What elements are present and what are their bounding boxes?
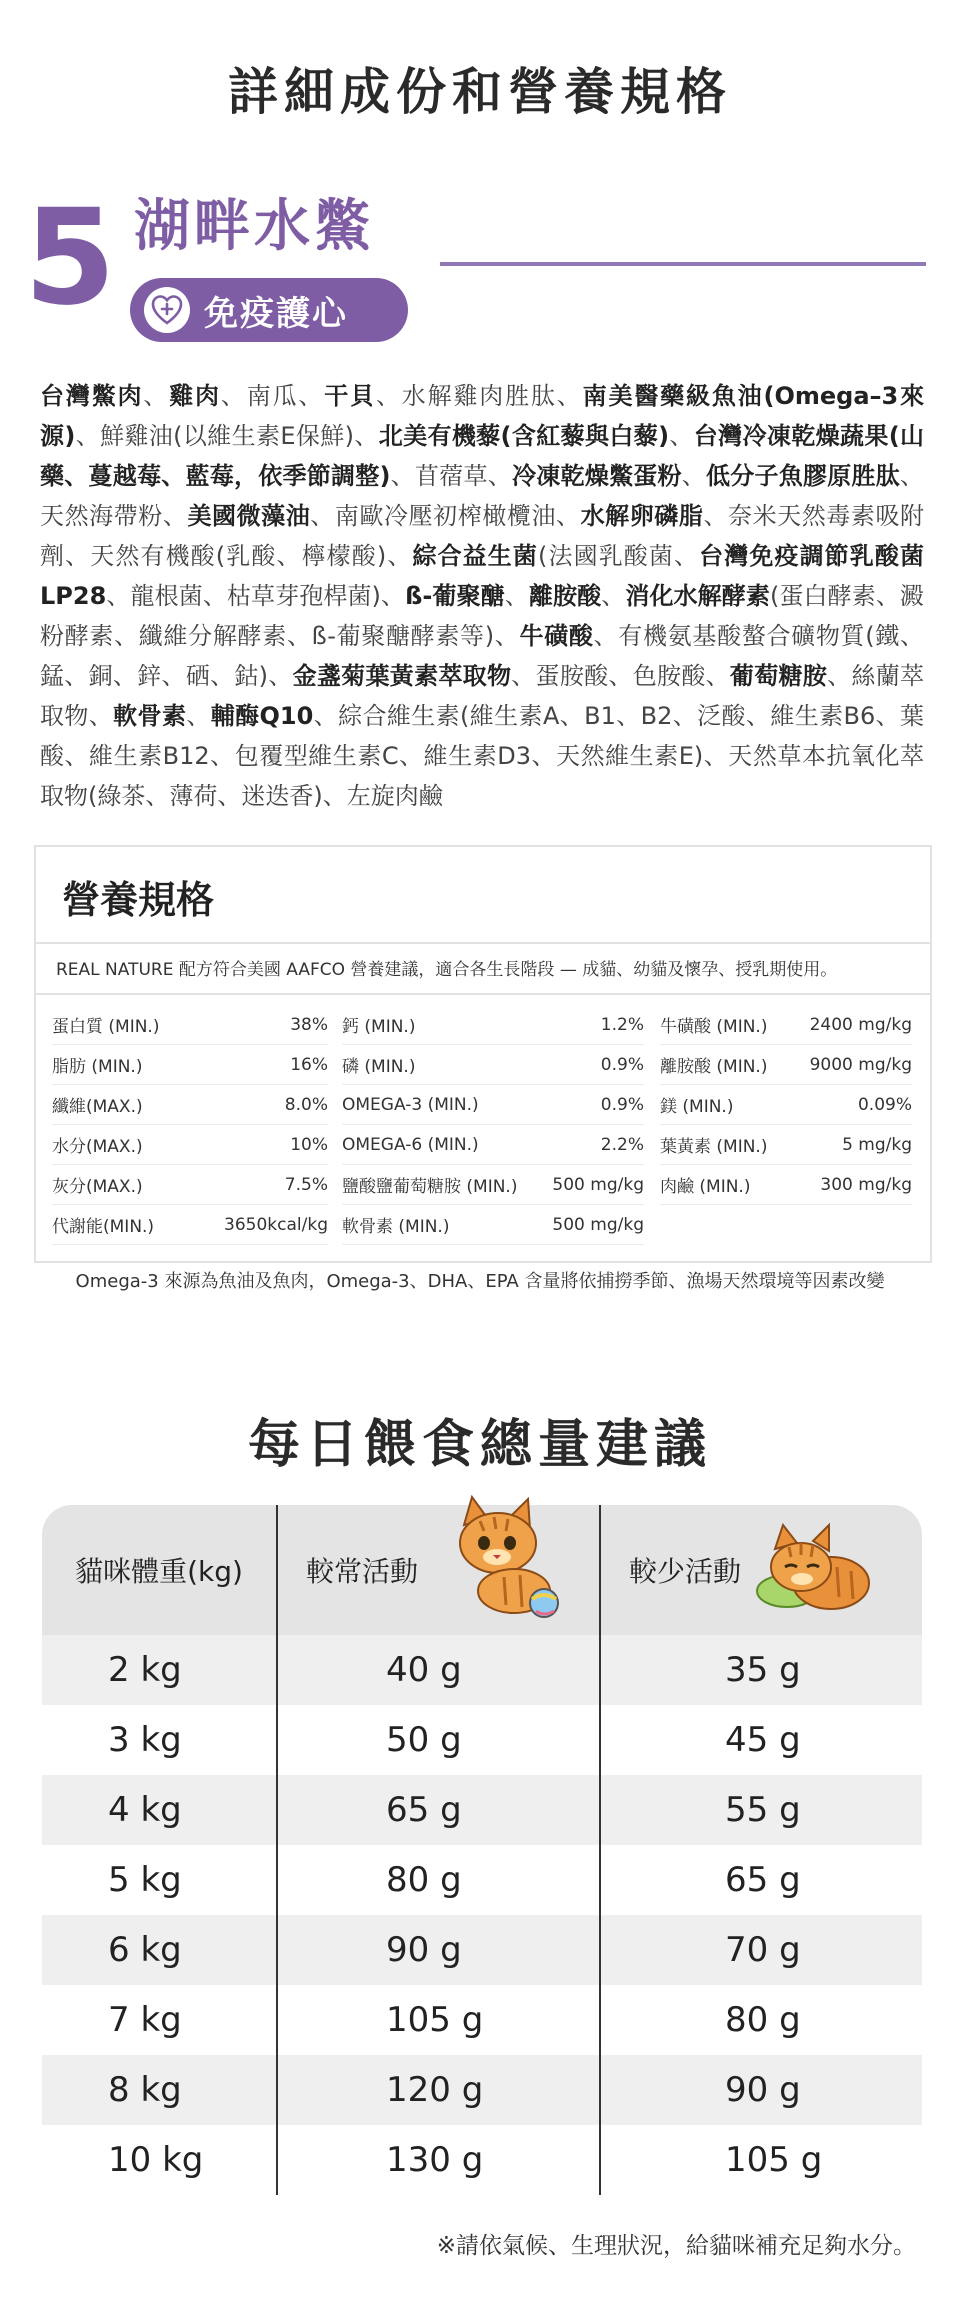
ingredient-text: (蛋白酵素、澱粉酵素、纖維分解酵素、ß-葡聚醣酵素等)、 xyxy=(40,582,924,650)
nutrient-label: 代謝能(MIN.) xyxy=(52,1217,155,1237)
ingredient-text: 、南瓜、 xyxy=(220,382,325,410)
ingredient-text: 、天然海帶粉、 xyxy=(40,462,925,530)
active-amount-cell: 105 g xyxy=(386,2000,484,2040)
ingredient-highlight: 雞肉 xyxy=(169,382,221,410)
less-active-amount-cell: 55 g xyxy=(725,1790,801,1830)
column-divider xyxy=(276,1505,278,2195)
product-name: 湖畔水鱉 xyxy=(134,194,374,259)
title-divider xyxy=(440,262,926,266)
weight-cell: 7 kg xyxy=(108,2000,182,2040)
ingredient-text: 、奈米天然毒素吸附劑、天然有機酸(乳酸、檸檬酸)、 xyxy=(40,502,925,570)
column-divider xyxy=(599,1505,601,2195)
nutrient-row xyxy=(52,1125,328,1165)
badge-label: 免疫護心 xyxy=(204,293,348,334)
nutrient-label: OMEGA-6 (MIN.) xyxy=(342,1134,479,1155)
heart-plus-icon xyxy=(144,287,190,333)
ingredient-text: 、有機氨基酸螯合礦物質(鐵、錳、銅、鋅、硒、鈷)、 xyxy=(40,622,924,690)
nutrient-label: 纖維(MAX.) xyxy=(52,1097,143,1117)
nutrient-row xyxy=(342,1125,644,1165)
page-title: 詳細成份和營養規格 xyxy=(228,63,732,121)
nutrient-label: OMEGA-3 (MIN.) xyxy=(342,1094,479,1115)
sleeping-cat-icon xyxy=(753,1519,873,1626)
ingredient-highlight: 葡萄糖胺 xyxy=(729,662,828,690)
nutrient-value: 2400 mg/kg xyxy=(809,1014,912,1035)
table-row xyxy=(42,1915,922,1985)
less-active-amount-cell: 70 g xyxy=(725,1930,801,1970)
nutrient-label: 水分(MAX.) xyxy=(52,1137,143,1157)
ingredient-text: 、 xyxy=(143,382,170,410)
table-row xyxy=(42,2125,922,2195)
ingredient-highlight: 金盞菊葉黃素萃取物 xyxy=(292,662,512,690)
header-active xyxy=(276,1505,599,1635)
weight-cell: 8 kg xyxy=(108,2070,182,2110)
nutrient-label: 牛磺酸 (MIN.) xyxy=(660,1017,768,1037)
ingredient-text: 、 xyxy=(669,422,694,450)
nutrient-value: 3650kcal/kg xyxy=(224,1214,328,1235)
ingredient-text: 、南歐冷壓初榨橄欖油、 xyxy=(310,502,581,530)
nutrient-row xyxy=(342,1085,644,1125)
nutrient-row xyxy=(342,1205,644,1245)
ingredient-text: 、 xyxy=(504,582,529,610)
ingredient-highlight: 台灣免疫調節乳酸菌LP28 xyxy=(40,542,925,610)
nutrient-value: 500 mg/kg xyxy=(552,1214,644,1235)
table-row xyxy=(42,2055,922,2125)
header-less-active-label: 較少活動 xyxy=(629,1555,742,1588)
nutrient-value: 5 mg/kg xyxy=(842,1134,912,1155)
nutrient-row xyxy=(660,1125,912,1165)
ingredient-text: 、 xyxy=(681,462,707,490)
nutrient-row xyxy=(52,1005,328,1045)
active-amount-cell: 80 g xyxy=(386,1860,462,1900)
nutrient-value: 0.09% xyxy=(857,1094,912,1115)
product-number: 5 xyxy=(24,181,116,335)
ingredient-text: 、鮮雞油(以維生素E保鮮)、 xyxy=(75,422,379,450)
nutrient-value: 1.2% xyxy=(600,1014,644,1035)
ingredient-highlight: 水解卵磷脂 xyxy=(580,502,704,530)
ingredient-highlight: 冷凍乾燥鱉蛋粉 xyxy=(512,462,682,490)
active-amount-cell: 120 g xyxy=(386,2070,484,2110)
divider xyxy=(36,993,930,995)
ingredient-text: 、絲蘭萃取物、 xyxy=(40,662,924,730)
ingredient-highlight: 牛磺酸 xyxy=(519,622,594,650)
ingredient-text: 、水解雞肉胜肽、 xyxy=(375,382,583,410)
ingredient-highlight: 低分子魚膠原胜肽 xyxy=(706,462,901,490)
ingredient-text: 、 xyxy=(186,702,211,730)
ingredient-text: 、 xyxy=(601,582,626,610)
nutrition-note: REAL NATURE 配方符合美國 AAFCO 營養建議，適合各生長階段 — 成貓、幼貓及懷孕、授乳期使用。 xyxy=(56,960,838,980)
table-row xyxy=(42,1705,922,1775)
less-active-amount-cell: 80 g xyxy=(725,2000,801,2040)
nutrient-label: 灰分(MAX.) xyxy=(52,1177,143,1197)
nutrient-label: 鈣 (MIN.) xyxy=(342,1017,416,1037)
table-row xyxy=(42,1985,922,2055)
omega-footnote: Omega-3 來源為魚油及魚肉，Omega-3、DHA、EPA 含量將依捕撈季節、漁場天然環境等因素改變 xyxy=(75,1271,885,1292)
header-less-active xyxy=(599,1505,922,1635)
feeding-table-header xyxy=(42,1505,922,1635)
ingredient-text: 、苜蓿草、 xyxy=(390,462,512,490)
ingredient-text: (法國乳酸菌、 xyxy=(538,542,700,570)
divider xyxy=(36,942,930,944)
nutrient-row xyxy=(52,1085,328,1125)
ingredient-highlight: 北美有機藜(含紅藜與白藜) xyxy=(378,422,670,450)
header-active-label: 較常活動 xyxy=(306,1555,419,1588)
nutrient-row xyxy=(660,1085,912,1125)
ingredient-highlight: 干貝 xyxy=(324,382,376,410)
playing-cat-icon xyxy=(444,1491,574,1630)
ingredient-text: 、綜合維生素(維生素A、B1、B2、泛酸、維生素B6、葉酸、維生素B12、包覆型維生素C、維生素D3、天然維生素E)、天然草本抗氧化萃取物(綠茶、薄荷、迷迭香)、左旋肉鹼 xyxy=(40,702,925,810)
header-weight: 貓咪體重(kg) xyxy=(75,1555,243,1588)
active-amount-cell: 90 g xyxy=(386,1930,462,1970)
nutrient-row xyxy=(342,1005,644,1045)
nutrient-label: 鎂 (MIN.) xyxy=(660,1097,734,1117)
ingredient-highlight: 消化水解酵素 xyxy=(625,582,770,610)
nutrient-label: 磷 (MIN.) xyxy=(342,1057,416,1077)
nutrient-value: 0.9% xyxy=(600,1054,644,1075)
product-badge xyxy=(130,278,408,342)
nutrient-label: 離胺酸 (MIN.) xyxy=(660,1057,768,1077)
weight-cell: 4 kg xyxy=(108,1790,182,1830)
less-active-amount-cell: 65 g xyxy=(725,1860,801,1900)
nutrient-row xyxy=(660,1045,912,1085)
ingredient-highlight: 南美醫藥級魚油(Omega–3來源) xyxy=(40,382,925,450)
feeding-rows xyxy=(42,1635,922,2195)
nutrient-value: 0.9% xyxy=(600,1094,644,1115)
ingredient-highlight: 綜合益生菌 xyxy=(412,542,539,570)
weight-cell: 2 kg xyxy=(108,1650,182,1690)
weight-cell: 10 kg xyxy=(108,2140,204,2180)
feeding-title: 每日餵食總量建議 xyxy=(247,1415,712,1475)
ingredient-highlight: 台灣鱉肉 xyxy=(40,382,144,410)
ingredient-highlight: 離胺酸 xyxy=(528,582,602,610)
nutrition-column-2 xyxy=(342,1005,644,1245)
ingredient-highlight: 台灣冷凍乾燥蔬果(山藥、蔓越莓、藍莓，依季節調整) xyxy=(40,422,925,490)
nutrient-row xyxy=(342,1165,644,1205)
nutrient-label: 軟骨素 (MIN.) xyxy=(342,1217,450,1237)
nutrient-label: 葉黃素 (MIN.) xyxy=(660,1137,768,1157)
less-active-amount-cell: 105 g xyxy=(725,2140,823,2180)
less-active-amount-cell: 45 g xyxy=(725,1720,801,1760)
nutrition-column-3 xyxy=(660,1005,912,1205)
nutrient-row xyxy=(52,1045,328,1085)
nutrient-label: 鹽酸鹽葡萄糖胺 (MIN.) xyxy=(342,1177,518,1197)
nutrient-value: 500 mg/kg xyxy=(552,1174,644,1195)
weight-cell: 5 kg xyxy=(108,1860,182,1900)
ingredients-list xyxy=(40,376,924,816)
nutrient-value: 7.5% xyxy=(284,1174,328,1195)
table-row xyxy=(42,1635,922,1705)
ingredient-text: 、龍根菌、枯草芽孢桿菌)、 xyxy=(106,582,406,610)
nutrient-label: 脂肪 (MIN.) xyxy=(52,1057,143,1077)
active-amount-cell: 40 g xyxy=(386,1650,462,1690)
ingredient-highlight: 軟骨素 xyxy=(113,702,187,730)
nutrient-row xyxy=(52,1205,328,1245)
ingredient-text: 、蛋胺酸、色胺酸、 xyxy=(511,662,730,690)
active-amount-cell: 65 g xyxy=(386,1790,462,1830)
nutrient-value: 2.2% xyxy=(600,1134,644,1155)
ingredient-highlight: ß-葡聚醣 xyxy=(405,582,505,610)
nutrient-value: 38% xyxy=(290,1014,328,1035)
weight-cell: 6 kg xyxy=(108,1930,182,1970)
feeding-note: ※請依氣候、生理狀況，給貓咪補充足夠水分。 xyxy=(436,2233,916,2259)
ingredient-highlight: 美國微藻油 xyxy=(187,502,311,530)
nutrient-value: 8.0% xyxy=(284,1094,328,1115)
weight-cell: 3 kg xyxy=(108,1720,182,1760)
nutrition-title: 營養規格 xyxy=(62,878,215,922)
table-row xyxy=(42,1775,922,1845)
feeding-table xyxy=(42,1505,922,2195)
nutrient-value: 300 mg/kg xyxy=(820,1174,912,1195)
nutrient-value: 16% xyxy=(290,1054,328,1075)
nutrition-panel xyxy=(34,845,932,1263)
nutrient-row xyxy=(660,1165,912,1205)
table-row xyxy=(42,1845,922,1915)
active-amount-cell: 50 g xyxy=(386,1720,462,1760)
nutrient-row xyxy=(342,1045,644,1085)
nutrient-label: 蛋白質 (MIN.) xyxy=(52,1017,160,1037)
nutrient-row xyxy=(660,1005,912,1045)
active-amount-cell: 130 g xyxy=(386,2140,484,2180)
nutrient-row xyxy=(52,1165,328,1205)
nutrient-value: 10% xyxy=(290,1134,328,1155)
nutrient-label: 肉鹼 (MIN.) xyxy=(660,1177,751,1197)
ingredient-highlight: 輔酶Q10 xyxy=(210,702,314,730)
less-active-amount-cell: 35 g xyxy=(725,1650,801,1690)
nutrient-value: 9000 mg/kg xyxy=(809,1054,912,1075)
less-active-amount-cell: 90 g xyxy=(725,2070,801,2110)
nutrition-column-1 xyxy=(52,1005,328,1245)
